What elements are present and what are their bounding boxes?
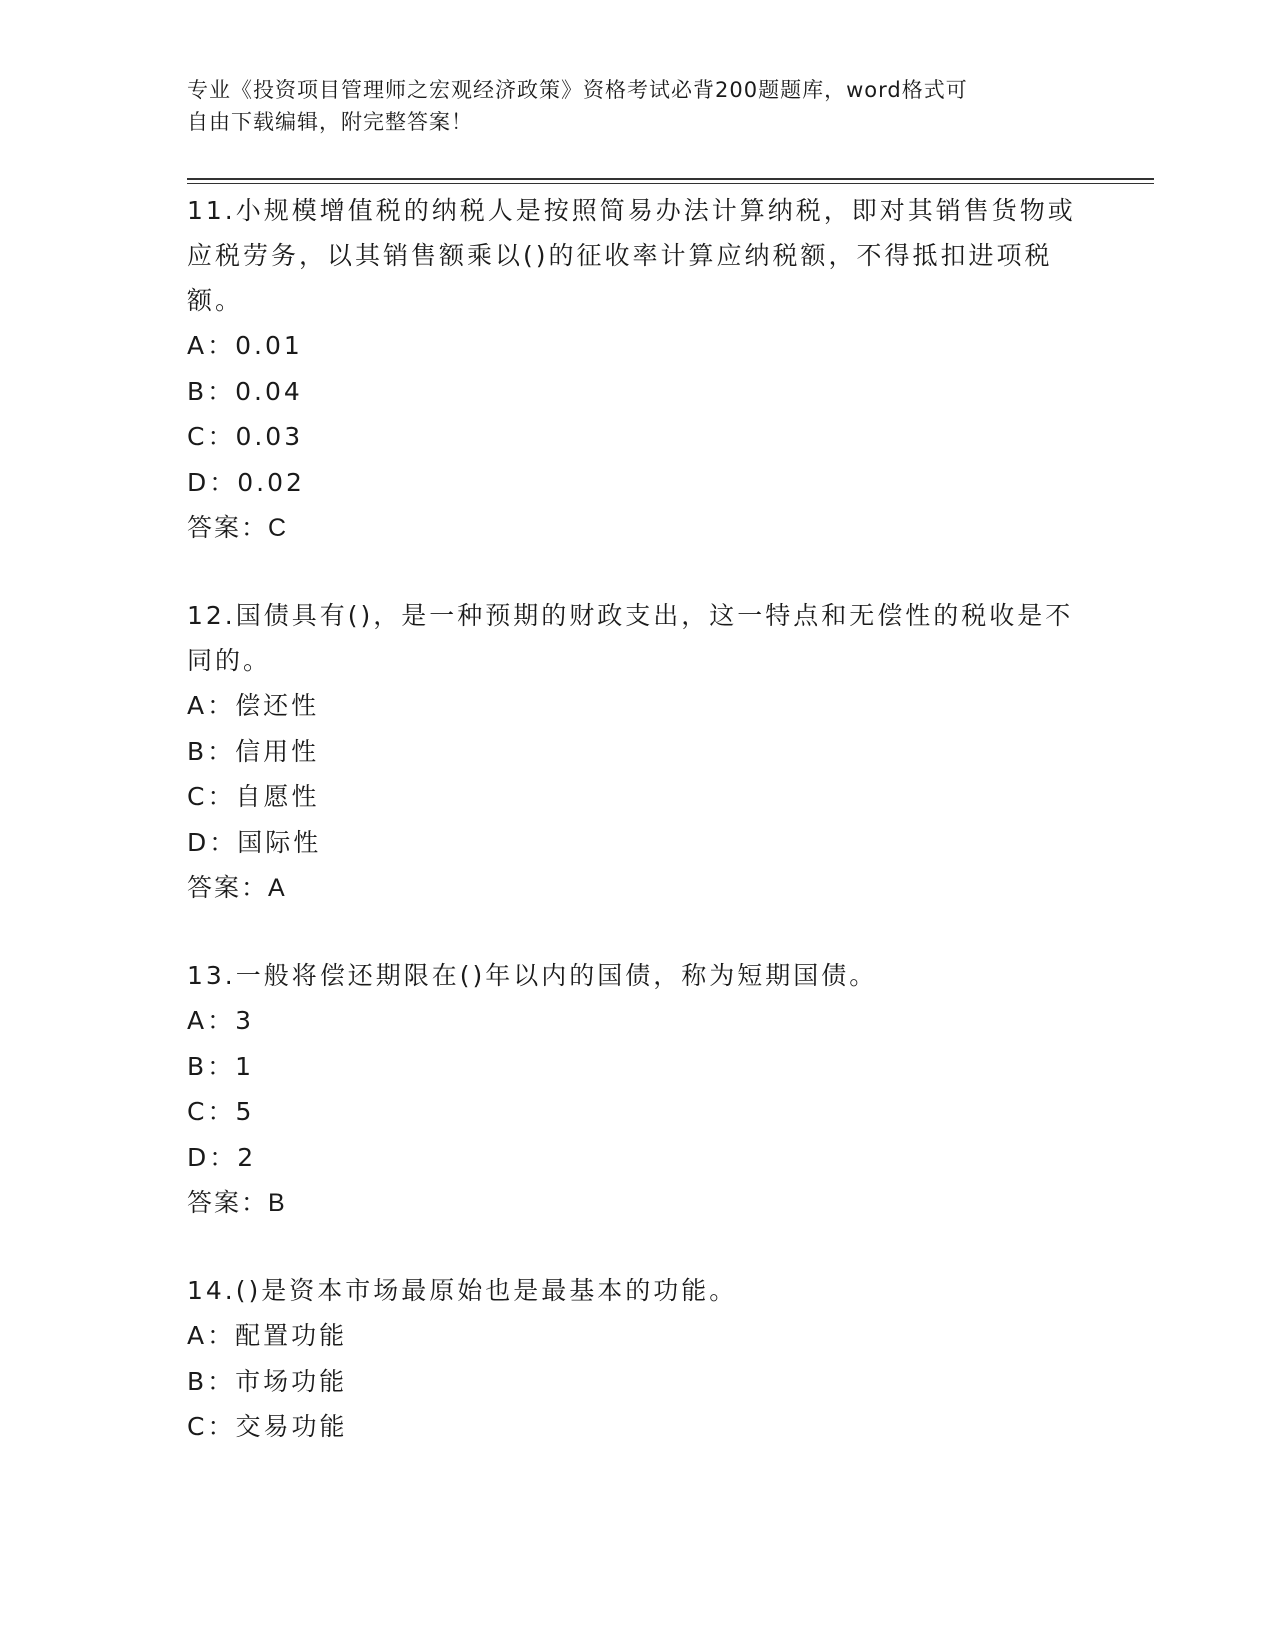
question-stem: 13.一般将偿还期限在()年以内的国债，称为短期国债。 — [187, 961, 878, 990]
option-a: A：0.01 — [187, 331, 303, 360]
answer: 答案：C — [187, 514, 289, 542]
header-line-2: 自由下载编辑，附完整答案！ — [187, 110, 473, 134]
option-c: C：5 — [187, 1097, 255, 1126]
question-stem: 14.()是资本市场最原始也是最基本的功能。 — [187, 1276, 738, 1305]
option-b: B：1 — [187, 1051, 255, 1081]
header-divider-thin — [187, 183, 1154, 184]
option-a: A：3 — [187, 1006, 255, 1035]
question-stem: 12.国债具有()，是一种预期的财政支出，这一特点和无偿性的税收是不同的。 — [187, 601, 1074, 675]
option-d: D：国际性 — [187, 827, 322, 857]
header-divider — [187, 178, 1154, 180]
option-b: B：0.04 — [187, 376, 303, 406]
option-c: C：自愿性 — [187, 782, 320, 811]
answer: 答案：A — [187, 874, 287, 902]
option-a: A：配置功能 — [187, 1321, 348, 1350]
option-d: D：2 — [187, 1142, 257, 1172]
answer: 答案：B — [187, 1189, 287, 1217]
document-header — [187, 74, 1067, 138]
option-c: C：0.03 — [187, 422, 304, 451]
option-c: C：交易功能 — [187, 1412, 348, 1441]
question-14 — [187, 1268, 1087, 1450]
option-b: B：市场功能 — [187, 1366, 348, 1396]
question-11 — [187, 188, 1087, 551]
option-a: A：偿还性 — [187, 691, 320, 720]
question-13 — [187, 953, 1087, 1226]
question-12 — [187, 593, 1087, 911]
header-line-1: 专业《投资项目管理师之宏观经济政策》资格考试必背200题题库，word格式可 — [187, 78, 968, 102]
question-stem: 11.小规模增值税的纳税人是按照简易办法计算纳税，即对其销售货物或应税劳务，以其销售额乘以()的征收率计算应纳税额，不得抵扣进项税额。 — [187, 196, 1076, 315]
option-d: D：0.02 — [187, 467, 305, 497]
option-b: B：信用性 — [187, 736, 320, 766]
question-list — [187, 188, 1087, 1492]
